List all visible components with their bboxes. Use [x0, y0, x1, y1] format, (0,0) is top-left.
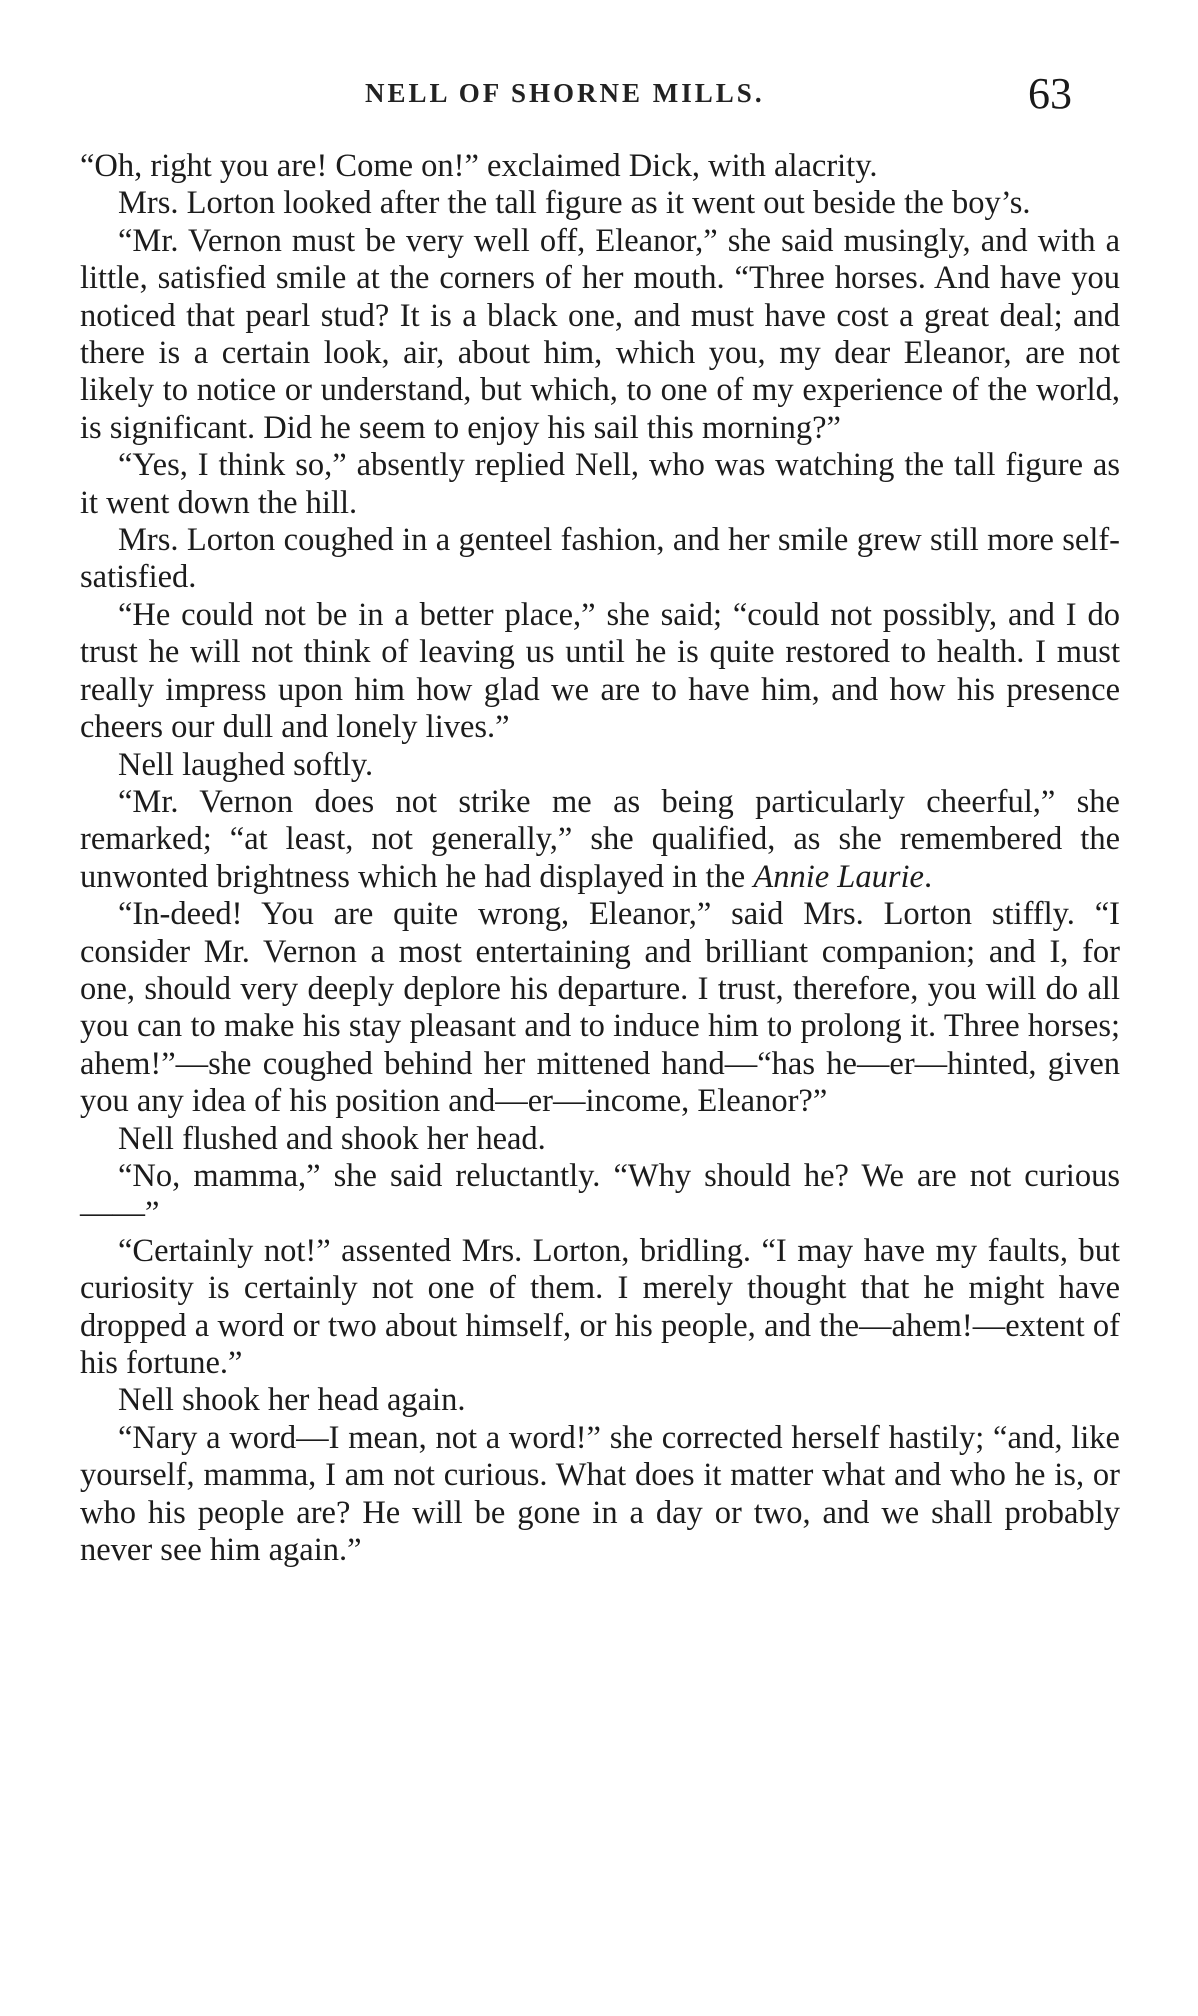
paragraph-text: “Mr. Vernon does not strike me as being particularly cheerful,” she remarked; “at least, not generally,” she qualified, as she remembered the unwonted brightness which he had displayed in the	[80, 783, 1120, 895]
book-page	[80, 0, 1120, 2016]
page-header	[80, 69, 1120, 128]
paragraph: “Oh, right you are! Come on!” exclaimed Dick, with alacrity.	[80, 148, 878, 184]
paragraph: Nell laughed softly.	[118, 746, 374, 783]
page-number: 63	[1028, 69, 1072, 118]
paragraph-text: .	[923, 858, 933, 895]
paragraph: Mrs. Lorton coughed in a genteel fashion, and her smile grew still more self-satisfied.	[80, 522, 1120, 596]
paragraph: “Mr. Vernon must be very well off, Eleanor,” she said musingly, and with a little, satisfied smile at the corners of her mouth. “Three horses. And have you noticed that pearl stud? It is a black one, and must have cost a great deal; and there is a certain look, air, about him, which you, my dear Eleanor, are not likely to notice or understand, but which, to one of my experience of the world, is significant. Did he seem to enjoy his sail this morning?”	[80, 222, 1120, 446]
paragraph	[80, 784, 1120, 896]
paragraph: “In-deed! You are quite wrong, Eleanor,” said Mrs. Lorton stiffly. “I consider Mr. Vernon a most entertaining and brilliant companion; and I, for one, should very deeply deplore his departure. I trust, therefore, you will do all you can to make his stay pleasant and to induce him to prolong it. Three horses; ahem!”—she coughed behind her mittened hand—“has he—er—hinted, given you any idea of his position and—er—income, Eleanor?”	[80, 896, 1120, 1120]
paragraph: “He could not be in a better place,” she said; “could not possibly, and I do trust he will not think of leaving us until he is quite restored to health. I must really impress upon him how glad we are to have him, and how his presence cheers our dull and lonely lives.”	[80, 596, 1120, 746]
paragraph: “Certainly not!” assented Mrs. Lorton, bridling. “I may have my faults, but curiosity is certainly not one of them. I merely thought that he might have dropped a word or two about himself, or his people, and the—ahem!—extent of his fortune.”	[80, 1232, 1120, 1381]
paragraph: Nell flushed and shook her head.	[118, 1120, 546, 1157]
paragraph: “Yes, I think so,” absently replied Nell, who was watching the tall figure as it went down the hill.	[80, 447, 1120, 521]
paragraph: “No, mamma,” she said reluctantly. “Why should he? We are not curious——”	[80, 1157, 1120, 1232]
paragraph: Mrs. Lorton looked after the tall figure as it went out beside the boy’s.	[118, 185, 1031, 222]
running-head: NELL OF SHORNE MILLS.	[365, 78, 765, 108]
body-text	[80, 148, 1120, 1569]
boat-name: Annie Laurie	[753, 858, 924, 895]
paragraph: “Nary a word—I mean, not a word!” she corrected herself hastily; “and, like yourself, mamma, I am not curious. What does it matter what and who he is, or who his people are? He will be gone in a day or two, and we shall probably never see him again.”	[80, 1419, 1120, 1569]
paragraph: Nell shook her head again.	[118, 1382, 466, 1419]
